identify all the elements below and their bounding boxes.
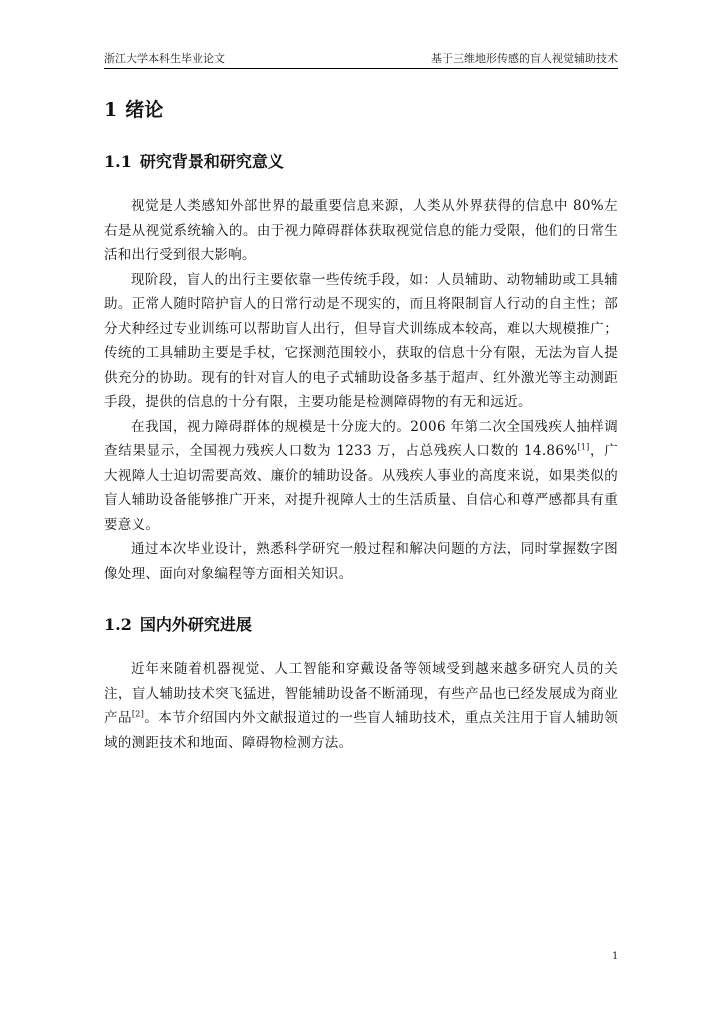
header-university-label: 浙江大学本科生毕业论文 bbox=[104, 52, 225, 65]
section-number: 1.2 bbox=[104, 615, 132, 634]
paragraph-text: ，广大视障人士迫切需要高效、廉价的辅助设备。从残疾人事业的高度来说，如果类似的盲人辅助设备能够推广开来，对提升视障人士的生活质量、自信心和尊严感都具有重要意义。 bbox=[104, 443, 619, 533]
section-number: 1.1 bbox=[104, 152, 132, 171]
paragraph-text: 近年来随着机器视觉、人工智能和穿戴设备等领域受到越来越多研究人员的关注，盲人辅助技术突飞猛进，智能辅助设备不断涌现，有些产品也已经发展成为商业产品 bbox=[104, 661, 618, 726]
body-paragraph bbox=[104, 657, 618, 755]
body-paragraph: 视觉是人类感知外部世界的最重要信息来源，人类从外界获得的信息中 80%左右是从视觉系统输入的。由于视力障碍群体获取视觉信息的能力受限，他们的日常生活和出行受到很大影响。 bbox=[104, 198, 618, 263]
paragraph-text: 在我国，视力障碍群体的规模是十分庞大的。2006 年第二次全国残疾人抽样调查结果显示，全国视力残疾人口数为 1233 万，占总残疾人口数的 14.86% bbox=[104, 418, 618, 459]
citation-ref[interactable]: [1] bbox=[577, 442, 590, 452]
chapter-number: 1 bbox=[104, 99, 118, 121]
section-spacer bbox=[104, 586, 618, 613]
section-heading bbox=[104, 150, 618, 174]
body-paragraph: 现阶段，盲人的出行主要依靠一些传统手段，如：人员辅助、动物辅助或工具辅助。正常人随时陪护盲人的日常行动是不现实的，而且将限制盲人行动的自主性；部分犬种经过专业训练可以帮助盲人出行，但导盲犬训练成本较高，难以大规模推广；传统的工具辅助主要是手杖，它探测范围较小，获取的信息十分有限，无法为盲人提供充分的协助。现有的针对盲人的电子式辅助设备多基于超声、红外激光等主动测距手段，提供的信息的十分有限，主要功能是检测障碍物的有无和远近。 bbox=[104, 271, 618, 410]
section-title: 国内外研究进展 bbox=[139, 615, 252, 634]
paragraph-text: 。本节介绍国内外文献报道过的一些盲人辅助技术，重点关注用于盲人辅助领域的测距技术和地面、障碍物检测方法。 bbox=[104, 710, 619, 751]
citation-ref[interactable]: [2] bbox=[131, 709, 145, 719]
page-number: 1 bbox=[612, 951, 619, 962]
body-paragraph bbox=[104, 415, 618, 538]
section-heading bbox=[104, 613, 618, 637]
running-header bbox=[104, 50, 618, 68]
chapter-heading bbox=[104, 96, 618, 124]
chapter-title: 绪论 bbox=[125, 99, 164, 121]
body-paragraph: 通过本次毕业设计，熟悉科学研究一般过程和解决问题的方法，同时掌握数字图像处理、面向对象编程等方面相关知识。 bbox=[104, 541, 618, 582]
page-body bbox=[104, 96, 618, 755]
header-thesis-title: 基于三维地形传感的盲人视觉辅助技术 bbox=[431, 52, 618, 65]
section-title: 研究背景和研究意义 bbox=[139, 152, 284, 171]
header-rule bbox=[104, 68, 618, 69]
